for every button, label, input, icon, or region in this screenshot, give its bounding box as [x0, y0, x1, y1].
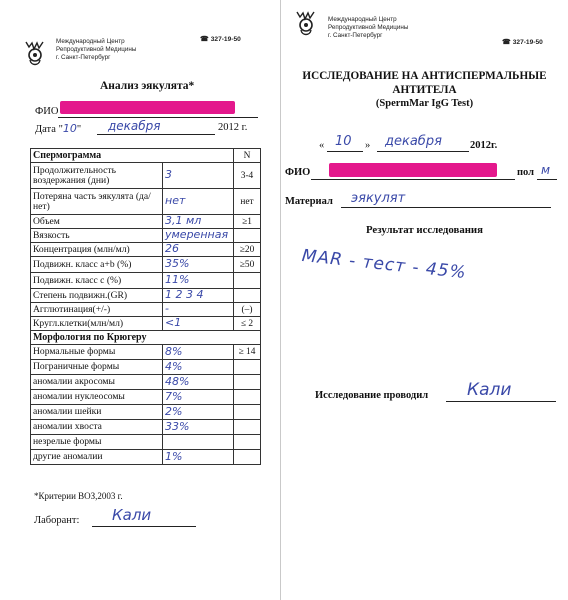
row-value: [163, 189, 234, 215]
row-value: [163, 215, 234, 229]
row-label: аномалии хвоста: [31, 420, 163, 435]
row-value-text: 3: [165, 168, 172, 181]
row-norm: [234, 435, 261, 450]
clinic-name-line: Репродуктивной Медицины: [56, 46, 137, 53]
row-norm: 3-4: [234, 163, 261, 189]
date-year: 2012 г.: [218, 122, 248, 133]
row-norm: ≥ 14: [234, 345, 261, 360]
row-value-text: нет: [165, 194, 186, 207]
clinic-logo-icon: [22, 38, 48, 68]
material-underline: [341, 207, 551, 208]
fio-label: ФИО: [35, 106, 59, 117]
row-label: аномалии нуклеосомы: [31, 390, 163, 405]
row-label: другие аномалии: [31, 450, 163, 465]
lab-label: Лаборант:: [34, 515, 80, 526]
row-norm: ≥1: [234, 215, 261, 229]
right-form-sheet: [281, 0, 568, 600]
clinic-name-line: г. Санкт-Петербург: [56, 54, 111, 61]
clinic-name-line: Международный Центр: [328, 16, 397, 23]
row-value-text: 7%: [165, 389, 183, 403]
row-norm: [234, 229, 261, 243]
page-title-line2: АНТИТЕЛА: [392, 84, 457, 96]
fio-label: ФИО: [285, 167, 311, 178]
table-row: [31, 303, 261, 317]
table-row: [31, 163, 261, 189]
row-label: Подвижн. класс a+b (%): [31, 257, 163, 273]
row-norm: ≥50: [234, 257, 261, 273]
row-value: [163, 317, 234, 331]
table-row: [31, 257, 261, 273]
row-value: [163, 257, 234, 273]
clinic-name-line: Репродуктивной Медицины: [328, 24, 409, 31]
date-year: 2012г.: [470, 140, 498, 151]
row-norm: (–): [234, 303, 261, 317]
clinic-phone: [502, 38, 543, 46]
row-value: [163, 163, 234, 189]
row-value-text: 48%: [165, 374, 190, 388]
clinic-phone: [200, 35, 241, 43]
lab-signature: Кали: [112, 506, 152, 524]
lab-signature-line: [92, 526, 196, 527]
row-value: [163, 375, 234, 390]
performed-label: Исследование проводил: [315, 390, 429, 401]
row-value-text: 35%: [165, 257, 190, 270]
row-norm: [234, 289, 261, 303]
clinic-logo-icon: [293, 8, 319, 38]
row-norm: ≤ 2: [234, 317, 261, 331]
fio-underline: [58, 117, 258, 118]
row-value: [163, 405, 234, 420]
material-value: эякулят: [351, 191, 406, 206]
row-label: Объем: [31, 215, 163, 229]
left-form-sheet: [0, 0, 281, 600]
sex-value: м: [541, 163, 551, 177]
clinic-name: [328, 16, 408, 40]
table-header-label: Спермограмма: [31, 149, 234, 163]
fio-redaction: [60, 101, 235, 114]
morphology-header: Морфология по Крюгеру: [31, 331, 261, 345]
material-label: Материал: [285, 196, 333, 207]
date-day: 10: [335, 134, 352, 149]
phone-icon: ☎: [502, 39, 511, 46]
table-row: [31, 317, 261, 331]
date-month: декабря: [108, 119, 161, 133]
table-row: [31, 289, 261, 303]
table-row: [31, 375, 261, 390]
table-row: [31, 345, 261, 360]
table-row: [31, 420, 261, 435]
phone-number: 327-19-50: [210, 36, 241, 43]
row-value-text: 2%: [165, 404, 183, 418]
row-value: [163, 243, 234, 257]
date-day: 10: [62, 122, 77, 135]
row-value-text: 33%: [165, 419, 190, 433]
row-label: Концентрация (млн/мл): [31, 243, 163, 257]
row-label: Степень подвижн.(GR): [31, 289, 163, 303]
row-norm: [234, 405, 261, 420]
date-label-text: Дата: [35, 124, 56, 135]
row-value: [163, 303, 234, 317]
table-row: [31, 189, 261, 215]
date-day-underline: [327, 151, 363, 152]
table-header-norm: N: [234, 149, 261, 163]
date-month: декабря: [385, 134, 442, 149]
row-value: [163, 435, 234, 450]
table-row: [31, 229, 261, 243]
row-value-text: 1 2 3 4: [165, 288, 204, 301]
row-value: [163, 289, 234, 303]
row-label: Подвижн. класс c (%): [31, 273, 163, 289]
table-row: [31, 435, 261, 450]
performed-signature: Кали: [467, 380, 512, 400]
row-norm: [234, 390, 261, 405]
row-norm: нет: [234, 189, 261, 215]
date-label: Дата "10": [35, 122, 82, 135]
page-subtitle: (SpermMar IgG Test): [375, 98, 474, 109]
table-row: [31, 405, 261, 420]
sex-label: пол: [517, 167, 535, 178]
fio-redaction: [329, 163, 497, 177]
clinic-name-line: Международный Центр: [56, 38, 125, 45]
row-label: Потеряна часть эякулята (да/ нет): [31, 189, 163, 215]
criteria-footnote: *Критерии ВОЗ,2003 г.: [34, 491, 123, 501]
table-row: [31, 360, 261, 375]
row-norm: ≥20: [234, 243, 261, 257]
row-value-text: <1: [165, 316, 182, 329]
fio-underline: [311, 179, 515, 180]
date-open: «: [319, 140, 325, 151]
row-value-text: -: [165, 302, 169, 315]
row-value-text: умеренная: [165, 228, 229, 241]
result-title: Результат исследования: [365, 224, 483, 236]
row-value-text: 8%: [165, 344, 183, 358]
row-norm: [234, 375, 261, 390]
row-value: [163, 450, 234, 465]
semen-analysis-table: [30, 148, 261, 465]
row-value-text: 11%: [165, 273, 190, 286]
row-norm: [234, 273, 261, 289]
phone-number: 327-19-50: [512, 39, 543, 46]
row-label: Кругл.клетки(млн/мл): [31, 317, 163, 331]
row-label: Вязкость: [31, 229, 163, 243]
row-norm: [234, 360, 261, 375]
date-month-underline: [97, 134, 215, 135]
table-row: [31, 243, 261, 257]
row-label: Продолжительность воздержания (дни): [31, 163, 163, 189]
table-row: [31, 450, 261, 465]
row-norm: [234, 450, 261, 465]
row-label: аномалии акросомы: [31, 375, 163, 390]
table-row: [31, 215, 261, 229]
date-month-underline: [377, 151, 469, 152]
row-norm: [234, 420, 261, 435]
table-row: [31, 390, 261, 405]
row-label: Агглютинация(+/-): [31, 303, 163, 317]
row-value: [163, 345, 234, 360]
performed-signature-line: [446, 401, 556, 402]
row-value-text: 3,1 мл: [165, 214, 202, 227]
row-label: Нормальные формы: [31, 345, 163, 360]
row-value: [163, 273, 234, 289]
row-label: Пограничные формы: [31, 360, 163, 375]
clinic-name-line: г. Санкт-Петербург: [328, 32, 383, 39]
result-value: MAR - тест - 45%: [300, 246, 468, 284]
phone-icon: ☎: [200, 36, 209, 43]
row-value-text: 1%: [165, 449, 183, 463]
row-label: незрелые формы: [31, 435, 163, 450]
date-close: »: [365, 140, 371, 151]
sex-underline: [537, 179, 557, 180]
row-value: [163, 420, 234, 435]
row-value: [163, 229, 234, 243]
row-label: аномалии шейки: [31, 405, 163, 420]
page-title: Анализ эякулята*: [100, 80, 195, 92]
row-value: [163, 360, 234, 375]
table-row: [31, 273, 261, 289]
row-value-text: 26: [165, 242, 179, 255]
row-value: [163, 390, 234, 405]
page-title-line1: ИССЛЕДОВАНИЕ НА АНТИСПЕРМАЛЬНЫЕ: [302, 70, 547, 82]
row-value-text: 4%: [165, 359, 183, 373]
clinic-name: [56, 38, 136, 62]
